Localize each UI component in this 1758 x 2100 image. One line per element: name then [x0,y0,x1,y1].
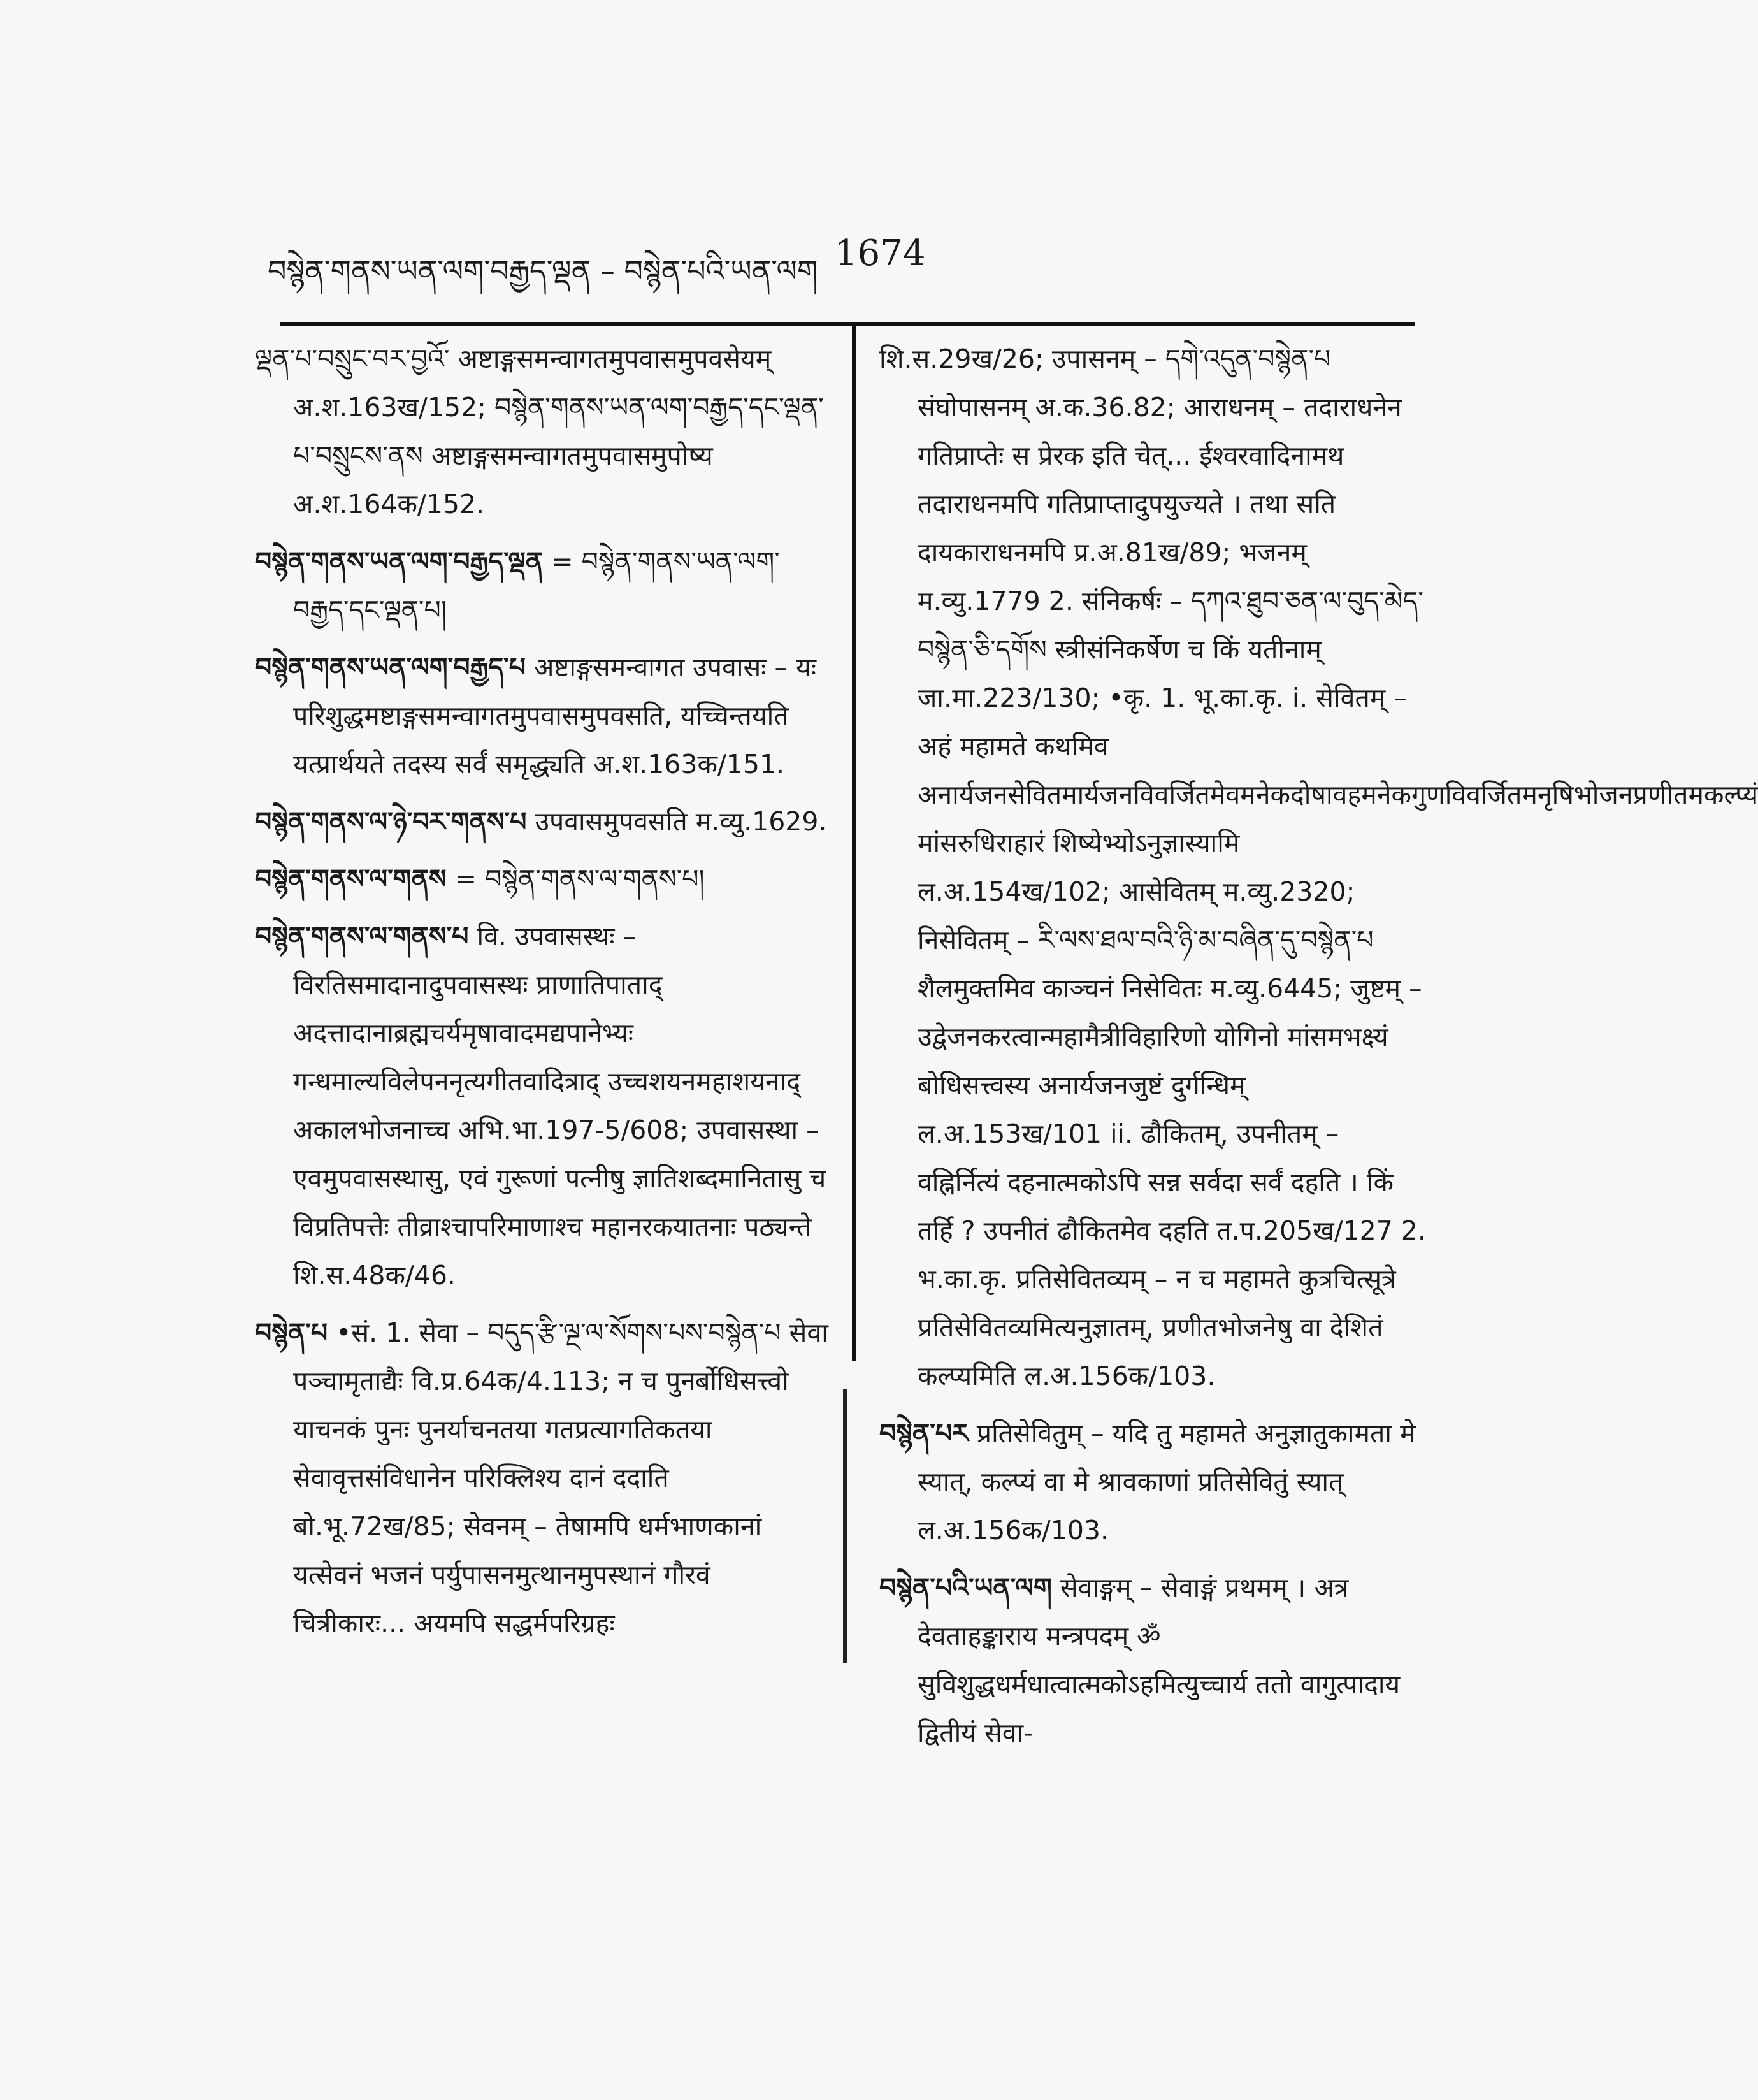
dictionary-entry: བསྙེན་གནས་ཡན་ལག་བརྒྱད་པ अष्टाङ्गसमन्वागत उपवासः – यः परिशुद्धमष्टाङ्गसमन्वागतमुपवासमुपवसति, यच्चिन्तयति यत्प्रार्थयते तदस्य सर्वं समृद्ध्यति अ.श.163क/151. [255,652,817,779]
dictionary-entry: བསྙེན་གནས་ལ་ཉེ་བར་གནས་པ उपवासमुपवसति म.व्यु.1629. [255,806,827,837]
dictionary-entry: བསྙེན་པའི་ཡན་ལག सेवाङ्गम् – सेवाङ्गं प्रथमम् । अत्र देवताहङ्काराय मन्त्रपदम् ॐ सुविशुद्धधर्मधात्वात्मकोऽहमित्युच्चार्य ततो वागुत्पादाय द्वितीयं सेवा- [879,1572,1401,1748]
dictionary-entry: བསྙེན་གནས་ལ་གནས་པ वि. उपवासस्थः – विरतिसमादानादुपवासस्थः प्राणातिपाताद् अदत्तादानाब्रह्मचर्यमृषावादमद्यपानेभ्यः गन्धमाल्यविलेपननृत्यगीतवादित्राद् उच्चशयनमहाशयनाद् अकालभोजनाच्च अभि.भा.197-5/608; उपवासस्था – एवमुपवासस्थासु, एवं गुरूणां पत्नीषु ज्ञातिशब्दमानितासु च विप्रतिपत्तेः तीव्राश्चापरिमाणाश्च महानरकयातनाः पठ्यन्ते शि.स.48क/46. [255,921,826,1291]
left-column [255,335,828,1656]
top-rule [280,322,1415,326]
header-title: བསྙེན་གནས་ཡན་ལག་བརྒྱད་ལྡན – བསྙེན་པའི་ཡན་ལག [268,254,818,288]
column-divider [852,322,856,1361]
dictionary-entry: བསྙེན་པ •सं. 1. सेवा – བདུད་རྩི་ལྔ་ལ་སོགས་པས་བསྙེན་པ सेवा पञ्चामृताद्यैः वि.प्र.64क/4.113; न च पुनर्बोधिसत्त्वो याचनकं पुनः पुनर्याचनतया गतप्रत्यागतिकतया सेवावृत्तसंविधानेन परिक्लिश्य दानं ददाति बो.भू.72ख/85; सेवनम् – तेषामपि धर्मभाणकानां यत्सेवनं भजनं पर्युपासनमुत्थानमुपस्थानं गौरवं चित्रीकारः... अयमपि सद्धर्मपरिग्रहः [255,1317,828,1639]
dictionary-entry: བསྙེན་པར प्रतिसेवितुम् – यदि तु महामते अनुज्ञातुकामता मे स्यात्, कल्प्यं वा मे श्रावकाणां प्रतिसेवितुं स्यात् ल.अ.156क/103. [879,1418,1416,1546]
dictionary-entry: शि.स.29ख/26; उपासनम् – དགེ་འདུན་བསྙེན་པ संघोपासनम् अ.क.36.82; आराधनम् – तदाराधनेन गतिप्राप्तेः स प्रेरक इति चेत्... ईश्वरवादिनामथ तदाराधनमपि गतिप्राप्तादुपयुज्यते । तथा सति दायकाराधनमपि प्र.अ.81ख/89; भजनम् म.व्यु.1779 2. संनिकर्षः – དཀའ་ཐུབ་ཅན་ལ་བུད་མེད་བསྙེན་ཅི་དགོས स्त्रीसंनिकर्षेण च किं यतीनाम् जा.मा.223/130; •कृ. 1. भू.का.कृ. i. सेवितम् – अहं महामते कथमिव अनार्यजनसेवितमार्यजनविवर्जितमेवमनेकदोषावहमनेकगुणविवर्जितमनृषिभोजनप्रणीतमकल्प्यं मांसरुधिराहारं शिष्येभ्योऽनुज्ञास्यामि ल.अ.154ख/102; आसेवितम् म.व्यु.2320; निसेवितम् – རི་ལས་ཐལ་བའི་ཉི་མ་བཞིན་དུ་བསྙེན་པ शैलमुक्तमिव काञ्चनं निसेवितः म.व्यु.6445; जुष्टम् – उद्वेजनकरत्वान्महामैत्रीविहारिणो योगिनो मांसमभक्ष्यं बोधिसत्त्वस्य अनार्यजनजुष्टं दुर्गन्धिम् ल.अ.153ख/101 ii. ढौकितम्, उपनीतम् – वह्निर्नित्यं दहनात्मकोऽपि सन्न सर्वदा सर्वं दहति । किं तर्हि ? उपनीतं ढौकितमेव दहति त.प.205ख/127 2. भ.का.कृ. प्रतिसेवितव्यम् – न च महामते कुत्रचित्सूत्रे प्रतिसेवितव्यमित्यनुज्ञातम्, प्रणीतभोजनेषु वा देशितं कल्प्यमिति ल.अ.156क/103. [879,344,1758,1391]
running-header [268,220,969,290]
dictionary-entry: བསྙེན་གནས་ལ་གནས = བསྙེན་གནས་ལ་གནས་པ། [255,864,705,894]
page-number: 1674 [835,233,926,274]
dictionary-entry: བསྙེན་གནས་ཡན་ལག་བརྒྱད་ལྡན = བསྙེན་གནས་ཡན་ལག་བརྒྱད་དང་ལྡན་པ། [255,546,780,625]
dictionary-entry: ལྡན་པ་བསྲུང་བར་བྱའོ་ अष्टाङ्गसमन्वागतमुपवासमुपवसेयम् अ.श.163ख/152; བསྙེན་གནས་ཡན་ལག་བརྒྱད་དང་ལྡན་པ་བསྲུངས་ནས अष्टाङ्गसमन्वागतमुपवासमुपोष्य अ.श.164क/152. [255,344,824,519]
right-column [879,335,1758,1766]
column-divider-lower [843,1389,847,1663]
